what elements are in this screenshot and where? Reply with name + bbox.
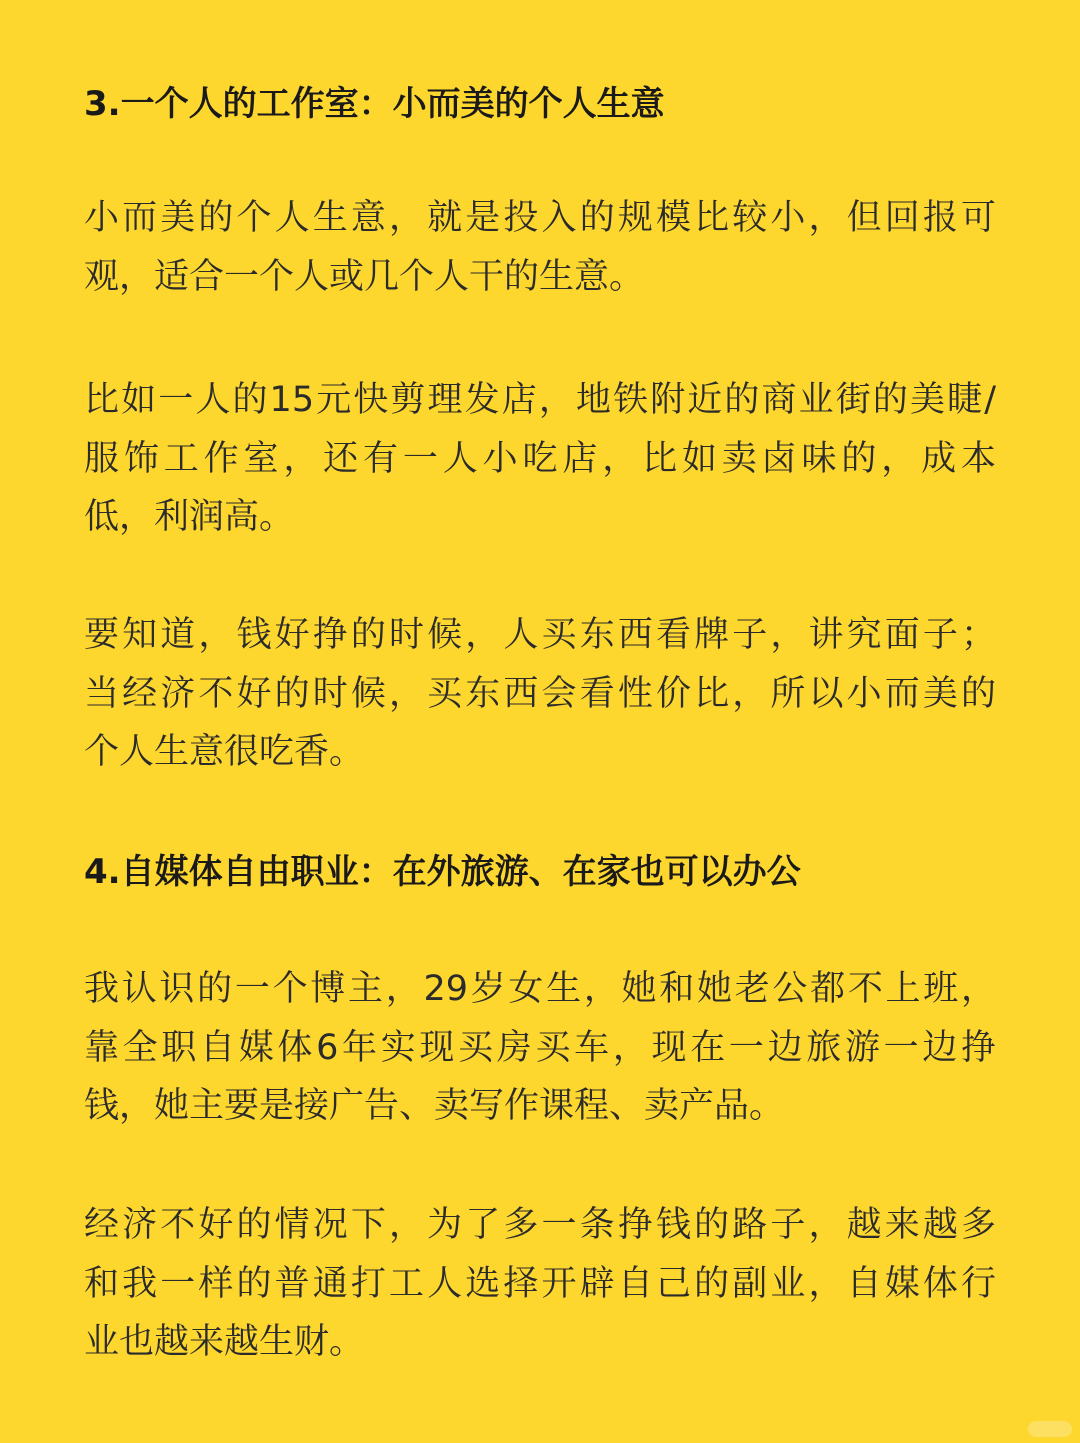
paragraph-line: 经济不好的情况下，为了多一条挣钱的路子，越来越多 [84, 1205, 996, 1245]
paragraph-line: 小而美的个人生意，就是投入的规模比较小，但回报可 [84, 198, 996, 238]
paragraph-line: 钱，她主要是接广告、卖写作课程、卖产品。 [84, 1086, 785, 1126]
section-3-paragraph-3 [84, 606, 996, 782]
paragraph-line: 我认识的一个博主，29岁女生，她和她老公都不上班， [84, 969, 996, 1009]
paragraph-line: 当经济不好的时候，买东西会看性价比，所以小而美的 [84, 673, 996, 714]
paragraph-line: 比如一人的15元快剪理发店，地铁附近的商业街的美睫/ [84, 380, 996, 420]
paragraph-line: 业也越来越生财。 [84, 1322, 365, 1362]
paragraph-line: 低，利润高。 [84, 497, 295, 537]
paragraph-line: 个人生意很吃香。 [84, 732, 365, 772]
watermark-mark [1028, 1421, 1072, 1437]
section-3-paragraph-2 [84, 371, 996, 547]
section-4-paragraph-1 [84, 960, 996, 1136]
paragraph-line: 靠全职自媒体6年实现买房买车，现在一边旅游一边挣 [84, 1027, 996, 1068]
section-3-heading: 3.一个人的工作室：小而美的个人生意 [84, 84, 665, 124]
paragraph-line: 和我一样的普通打工人选择开辟自己的副业，自媒体行 [84, 1263, 996, 1304]
paragraph-line: 服饰工作室，还有一人小吃店，比如卖卤味的，成本 [84, 438, 996, 479]
paragraph-line: 要知道，钱好挣的时候，人买东西看牌子，讲究面子； [84, 615, 996, 655]
section-3-paragraph-1 [84, 189, 996, 306]
section-4-paragraph-2 [84, 1196, 996, 1372]
paragraph-line: 观，适合一个人或几个人干的生意。 [84, 256, 645, 297]
section-4-heading: 4.自媒体自由职业：在外旅游、在家也可以办公 [84, 852, 801, 892]
